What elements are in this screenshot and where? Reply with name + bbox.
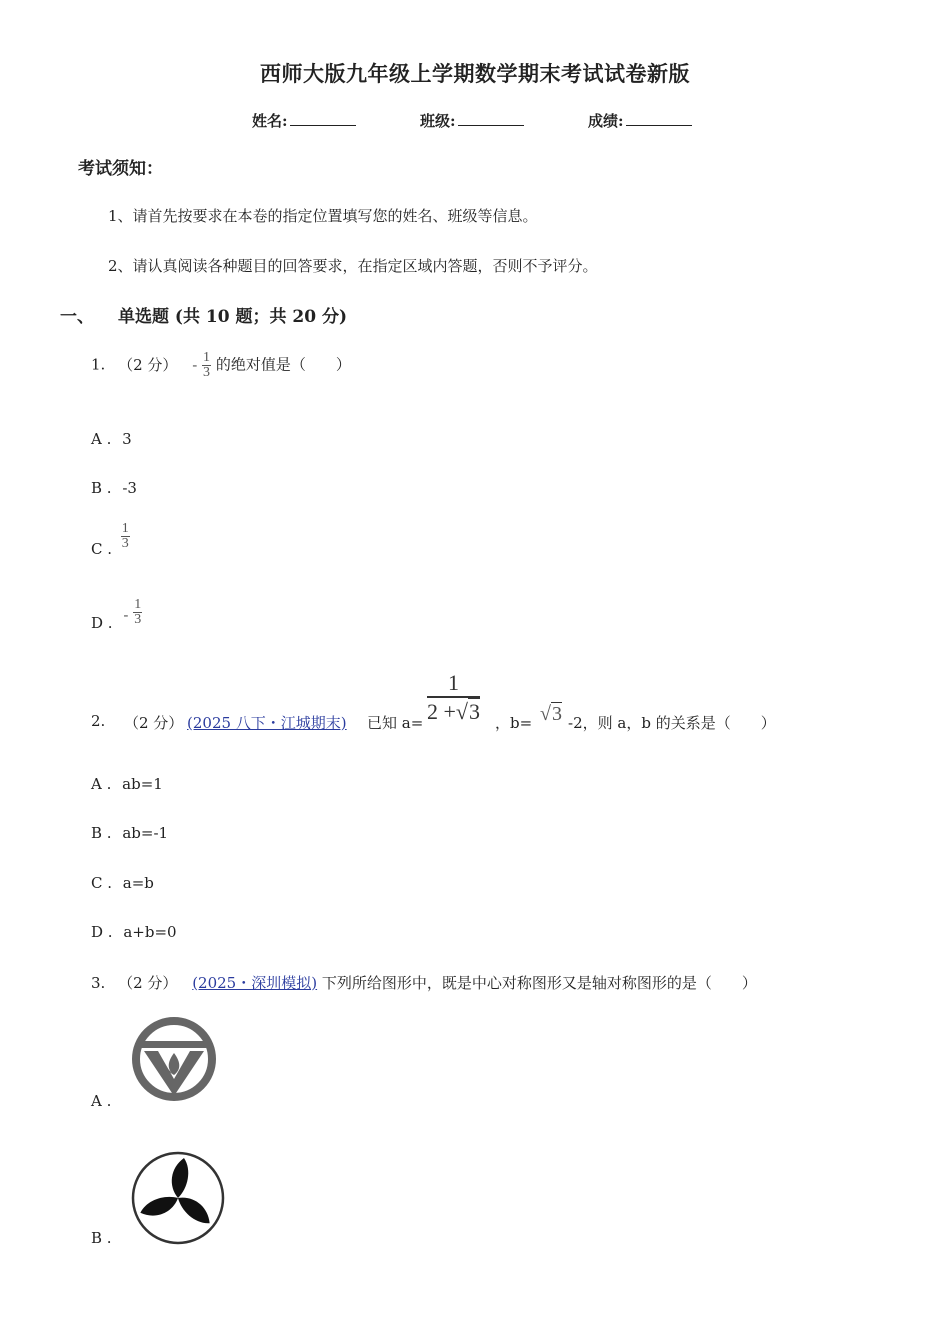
fraction <box>133 598 142 627</box>
score-label: 成绩: <box>588 112 624 130</box>
section-heading <box>60 302 347 327</box>
question-score: （2 分） <box>124 714 184 732</box>
section-number: 一、 <box>60 307 94 327</box>
question-score: （2 分） <box>118 974 178 992</box>
denominator-term: 2 + <box>427 699 456 724</box>
option-label: B . <box>91 1229 112 1247</box>
fraction-numerator: 1 <box>203 350 211 365</box>
fraction-denominator: 3 <box>134 612 142 627</box>
question-number: 2. <box>91 712 106 730</box>
option-text: ab=-1 <box>122 824 169 842</box>
fraction-denominator: 3 <box>121 536 129 551</box>
class-label: 班级: <box>420 112 456 130</box>
question-source-link[interactable]: (2025 八下・江城期末) <box>187 714 347 732</box>
option-a[interactable] <box>91 1092 111 1110</box>
question-number: 1. <box>91 355 106 374</box>
fraction <box>121 522 130 551</box>
option-c[interactable] <box>91 522 130 558</box>
three-blade-propeller-figure <box>128 1150 228 1246</box>
score-field[interactable] <box>588 110 692 131</box>
fraction-numerator: 1 <box>427 672 480 698</box>
sqrt-term: √3 <box>455 699 480 724</box>
option-a[interactable] <box>91 775 163 793</box>
option-label: C . <box>91 874 113 892</box>
question-score: （2 分） <box>118 355 178 374</box>
name-label: 姓名: <box>252 112 288 130</box>
class-field[interactable] <box>420 110 524 131</box>
option-label: A . <box>91 775 112 793</box>
page-title: 西师大版九年级上学期数学期末考试试卷新版 <box>260 61 690 86</box>
question-source-link[interactable]: (2025・深圳模拟) <box>192 974 318 992</box>
option-a[interactable] <box>91 430 132 448</box>
name-blank[interactable] <box>290 111 356 126</box>
option-text: a=b <box>122 874 154 892</box>
score-blank[interactable] <box>626 111 692 126</box>
fraction-denominator <box>427 698 480 723</box>
option-text: -3 <box>122 479 137 497</box>
fraction-numerator: 1 <box>134 597 142 612</box>
option-label: B . <box>91 479 112 497</box>
notice-item-2: 2、请认真阅读各种题目的回答要求，在指定区域内答题，否则不予评分。 <box>108 257 598 275</box>
option-text: 3 <box>122 430 132 448</box>
option-label: D . <box>91 614 113 632</box>
option-label: A . <box>91 430 112 448</box>
class-blank[interactable] <box>458 111 524 126</box>
question-text: -2，则 a，b 的关系是（ ） <box>568 714 776 732</box>
fraction-numerator: 1 <box>121 521 129 536</box>
option-c[interactable] <box>91 874 154 892</box>
question-text: 的绝对值是（ ） <box>215 355 351 374</box>
question-3 <box>91 972 757 993</box>
option-text: ab=1 <box>122 775 163 793</box>
fraction <box>202 351 211 380</box>
option-label: D . <box>91 923 113 941</box>
option-label: A . <box>91 1092 112 1110</box>
sqrt-term: √3 <box>540 703 562 725</box>
question-number: 3. <box>91 974 106 992</box>
question-text: 已知 a= <box>367 714 424 732</box>
option-text: a+b=0 <box>123 923 177 941</box>
radicand: 3 <box>551 703 562 725</box>
question-1 <box>91 351 351 380</box>
minus-sign: - <box>123 606 129 624</box>
option-label: B . <box>91 824 112 842</box>
option-b[interactable] <box>91 824 168 842</box>
fraction-denominator: 3 <box>203 365 211 380</box>
fraction <box>427 672 480 723</box>
option-label: C . <box>91 540 113 558</box>
minus-sign: - <box>192 355 198 374</box>
notice-item-1: 1、请首先按要求在本卷的指定位置填写您的姓名、班级等信息。 <box>108 207 538 225</box>
notice-heading: 考试须知： <box>78 159 163 179</box>
option-d[interactable] <box>91 598 142 632</box>
section-title: 单选题 (共 10 题；共 20 分) <box>118 307 347 327</box>
option-b[interactable] <box>91 1229 112 1247</box>
radicand: 3 <box>469 699 480 724</box>
circle-v-emblem-figure <box>128 1017 220 1101</box>
question-text: ，b= <box>495 714 533 732</box>
option-d[interactable] <box>91 923 177 941</box>
question-text: 下列所给图形中，既是中心对称图形又是轴对称图形的是（ ） <box>321 974 757 992</box>
name-field[interactable] <box>252 110 356 131</box>
option-b[interactable] <box>91 479 137 497</box>
